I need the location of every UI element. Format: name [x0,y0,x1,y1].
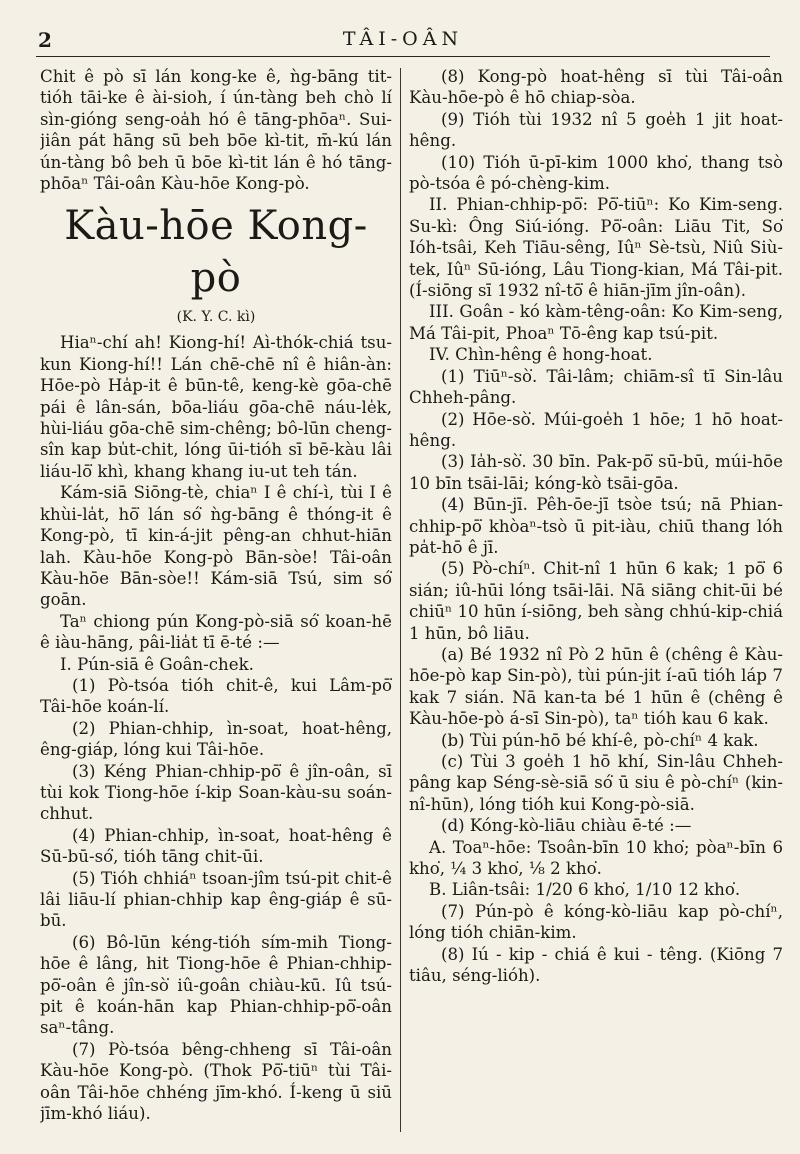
list-item: (8) Kong-pò hoat-hêng sī tùi Tâi-oân Kàu-hōe-pò ê hō chiap-sòa. [409,67,783,108]
right-column [409,66,783,1141]
list-item: (9) Tióh tùi 1932 nî 5 goe̍h 1 jit hoat-hêng. [409,109,783,151]
list-item: B. Liân-tsâi: 1/20 6 kho͘, 1/10 12 kho͘. [429,880,741,900]
left-column [40,66,392,1141]
list-item: (6) Bô-lūn kéng-tióh sím-mih Tiong-hōe ê lâng, hit Tiong-hōe ê Phian-chhip-pō͘-oân ê jîn-sò͘ iû-goân chiàu-kū. Iû tsú-pit ê koán-hān kap Phian-chhip-pō͘-oân saⁿ-tâng. [40,932,392,1038]
list-item: (5) Pò-chíⁿ. Chit-nî 1 hūn 6 kak; 1 pō͘ 6 sián; iû-hūi lóng tsāi-lāi. Nā siāng chit-ūi bé chiūⁿ 10 hūn í-siōng, beh sàng chhú-kip-chiá 1 hūn, bô liāu. [409,559,783,643]
column-divider [400,68,401,1132]
list-item: (a) Bé 1932 nî Pò 2 hūn ê (chêng ê Kàu-hōe-pò kap Sin-pò), tùi pún-jit í-aū tióh láp 7 kak 7 sián. Nā kan-ta bé 1 hūn ê (chêng ê Kàu-hōe-pò á-sī Sin-pò), taⁿ tióh kau 6 kak. [409,644,783,729]
paragraph: Taⁿ chiong pún Kong-pò-siā só͘ koan-hē ê iàu-hāng, pâi-lia̍t tī ē-té :— [40,611,392,653]
running-title: TÂI-OÂN [342,28,464,50]
list-item: (5) Tióh chhiáⁿ tsoan-jîm tsú-pit chit-ê lâi liāu-lí phian-chhip kap êng-giáp ê sū-bū. [40,868,392,931]
list-item: (7) Pún-pò ê kóng-kò-liāu kap pò-chíⁿ, lóng tióh chiān-kim. [409,901,783,943]
list-item: (b) Tùi pún-hō bé khí-ê, pò-chíⁿ 4 kak. [441,730,759,750]
list-item: (4) Phian-chhip, ìn-soat, hoat-hêng ê Sū-bū-só͘, tióh tāng chit-ūi. [40,825,392,867]
article-byline: (K. Y. C. kì) [176,309,256,326]
list-item: (4) Būn-jī. Pêh-ōe-jī tsòe tsú; nā Phian-chhip-pō͘ khòaⁿ-tsò ū pit-iàu, chiū thang lóh pa̍t-hō ê jī. [409,495,783,557]
section-heading: II. Phian-chhip-pō͘: Pō͘-tiūⁿ: Ko Kim-seng. Su-kì: Ông Siú-ióng. Pō͘-oân: Liāu Tit, So͘ Ióh-tsâi, Keh Tiāu-sêng, Iûⁿ Sè-tsù, Niû Siù-tek, Iûⁿ Sū-ióng, Lâu Tiong-kian, Má Tâi-pit. (Í-siōng sī 1932 nî-tō͘ ê hiān-jīm jîn-oân). [409,195,783,301]
section-heading: IV. Chìn-hêng ê hong-hoat. [429,345,653,365]
list-item: (d) Kóng-kò-liāu chiàu ē-té :— [441,816,692,836]
paragraph: Hiaⁿ-chí ah! Kiong-hí! Aì-thók-chiá tsu-kun Kiong-hí!! Lán chē-chē nî ê hiân-àn: Hōe-pò Ha̍p-it ê būn-tê, keng-kè gōa-chē pái ê lân-sán, bōa-liáu gōa-chē náu-le̍k, hùi-liáu gōa-chē sim-chêng; bô-lūn cheng-sîn kap bu̍t-chit, lóng ūi-tióh sī bē-kàu lâi liáu-lō͘ khì, khang khang iu-ut teh tán. [40,333,392,481]
list-item: A. Toaⁿ-hōe: Tsoân-bīn 10 kho͘; pòaⁿ-bīn 6 kho͘, ¼ 3 kho͘, ⅛ 2 kho͘. [409,837,783,879]
list-item: (1) Pò-tsóa tióh chit-ê, kui Lâm-pō͘ Tâi-hōe koán-lí. [40,675,392,717]
list-item: (7) Pò-tsóa bêng-chheng sī Tâi-oân Kàu-hōe Kong-pò. (Thok Pō͘-tiūⁿ tùi Tâi-oân Tâi-hōe chhéng jīm-khó. Í-keng ū siū jīm-khó liáu). [40,1039,392,1124]
list-item: (3) Ia̍h-sò͘. 30 bīn. Pak-pō͘ sū-bū, múi-hōe 10 bīn tsāi-lāi; kóng-kò tsāi-gōa. [409,452,783,493]
list-item: (3) Kéng Phian-chhip-pō͘ ê jîn-oân, sī tùi kok Tiong-hōe í-kip Soan-kàu-su soán-chhut. [40,761,392,824]
page-number: 2 [38,28,52,52]
list-item: (c) Tùi 3 goe̍h 1 hō khí, Sin-lâu Chheh-pâng kap Séng-sè-siā só͘ ū siu ê pò-chíⁿ (kin-nî-hūn), lóng tióh kui Kong-pò-siā. [409,752,783,814]
paragraph: Kám-siā Siōng-tè, chiaⁿ I ê chí-ì, tùi I ê khùi-la̍t, hō͘ lán só͘ ǹg-bāng ê thóng-it ê Kong-pò, tī kin-á-jit pêng-an chhut-hiān lah. Kàu-hōe Kong-pò Bān-sòe! Tâi-oân Kàu-hōe Bān-sòe!! Kám-siā Tsú, sim só͘ goān. [40,483,392,610]
list-item: (10) Tióh ū-pī-kim 1000 kho͘, thang tsò pò-tsóa ê pó-chèng-kim. [409,152,783,194]
list-item: (2) Hōe-sò͘. Múi-goe̍h 1 hōe; 1 hō hoat-hêng. [409,409,783,450]
section-heading: III. Goân - kó kàm-têng-oân: Ko Kim-seng, Má Tâi-pit, Phoaⁿ Tō-êng kap tsú-pit. [409,302,783,343]
article-title: Kàu-hōe Kong-pò [64,203,368,302]
section-heading: I. Pún-siā ê Goân-chek. [60,654,254,674]
list-item: (1) Tiūⁿ-sò͘. Tâi-lâm; chiām-sî tī Sin-lâu Chheh-pâng. [409,366,783,408]
list-item: (2) Phian-chhip, ìn-soat, hoat-hêng, êng-giáp, lóng kui Tâi-hōe. [40,718,392,760]
list-item: (8) Iú - kip - chiá ê kui - têng. (Kiōng 7 tiâu, séng-lióh). [409,944,783,986]
intro-paragraph: Chit ê pò sī lán kong-ke ê, ǹg-bāng tit-tióh tāi-ke ê ài-sioh, í ún-tàng beh chò lí sìn-gióng seng-oa̍h hó ê tāng-phōaⁿ. Sui-jiân pát hāng sū beh bōe kì-tit, m̄-kú lán ún-tàng bô beh ū bōe kì-tit lán ê hó tāng-phōaⁿ Tâi-oân Kàu-hōe Kong-pò. [40,67,392,194]
page-header [36,26,770,57]
